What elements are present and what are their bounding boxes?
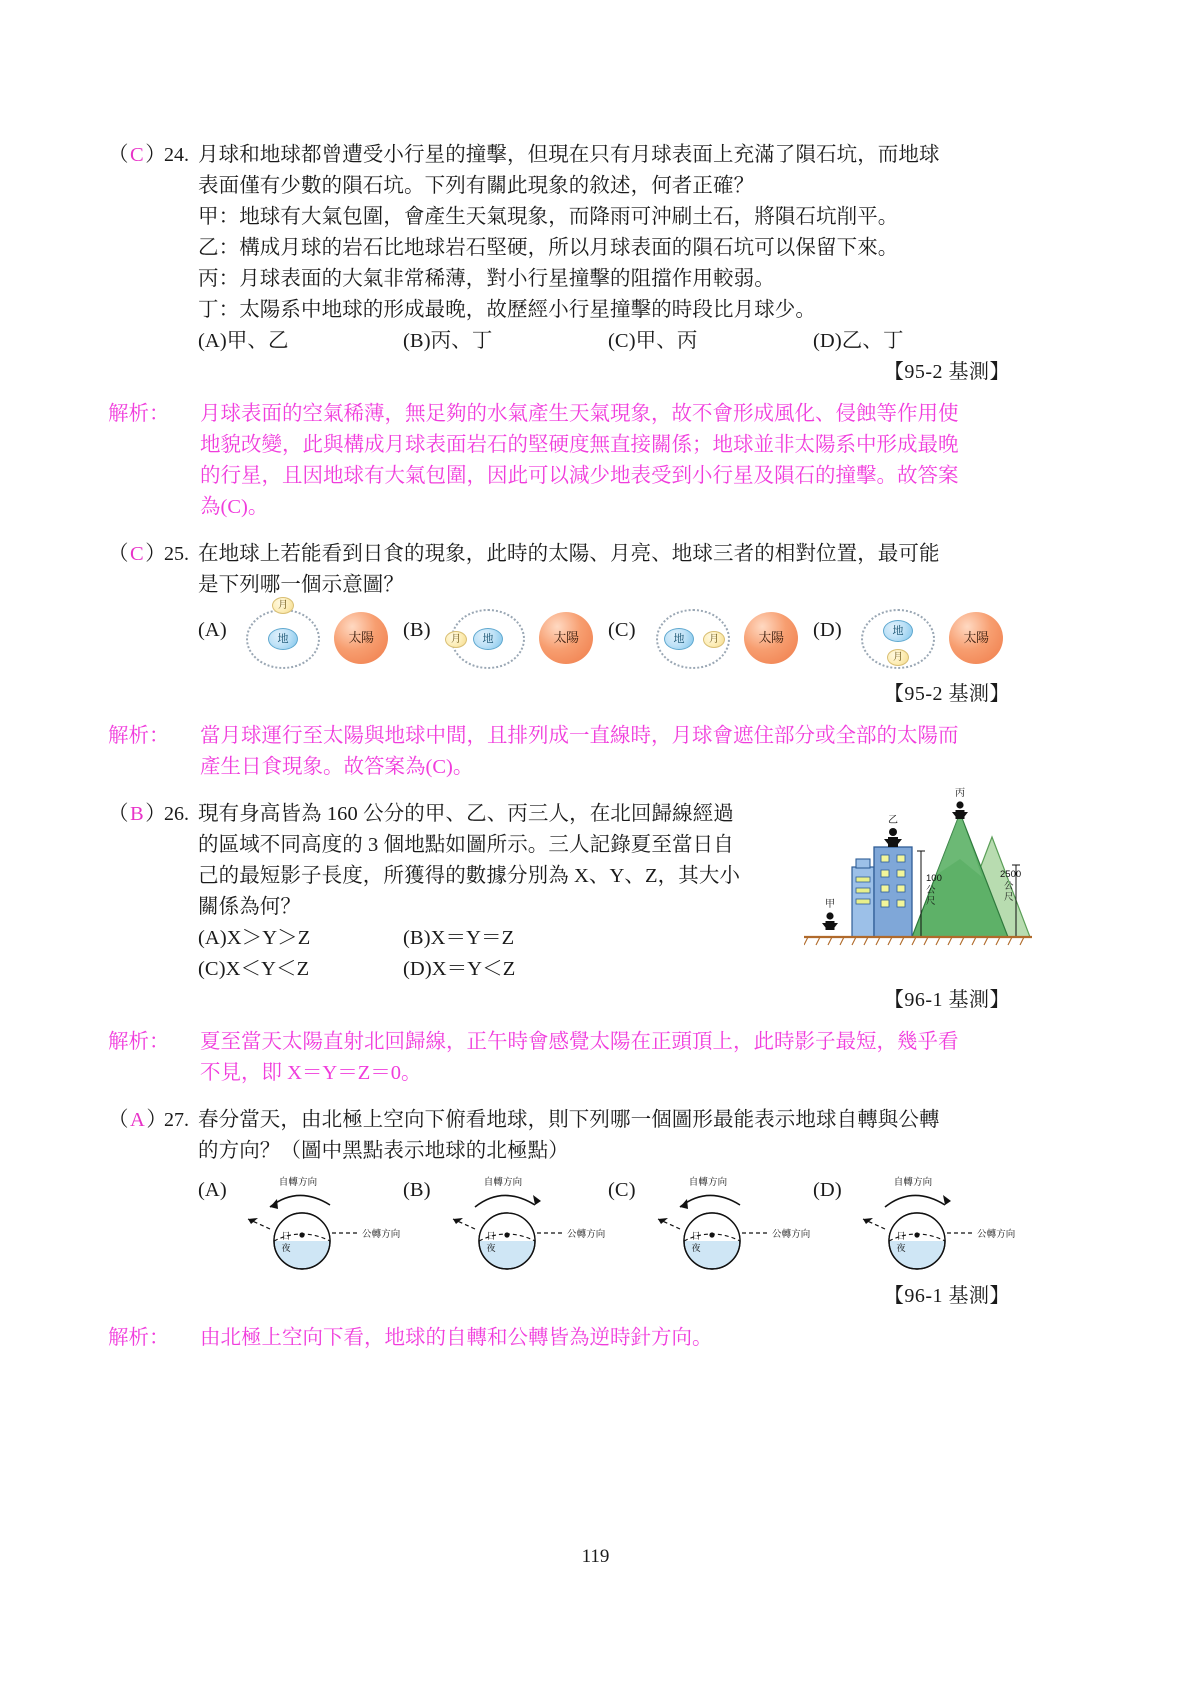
explanation-line: 月球表面的空氣稀薄，無足夠的水氣產生天氣現象，故不會形成風化、侵蝕等作用使 — [200, 403, 959, 425]
figure-building-height-unit-2: 尺 — [926, 896, 936, 907]
day-label: 日 — [486, 1231, 496, 1241]
day-label: 日 — [896, 1231, 906, 1241]
explanation-line: 的行星，且因地球有大氣包圍，因此可以減少地表受到小行星及隕石的撞擊。故答案 — [200, 465, 959, 487]
sun-body: 太陽 — [949, 612, 1003, 664]
option-a[interactable]: (A)甲、乙 — [198, 330, 289, 352]
figure-building-height-value: 100 — [926, 873, 942, 884]
question-26-options-row-2 — [198, 954, 1028, 985]
answer-letter: B — [130, 803, 144, 825]
question-line: 在地球上若能看到日食的現象，此時的太陽、月亮、地球三者的相對位置，最可能 — [198, 543, 940, 565]
paren-open: （ — [108, 803, 128, 825]
explanation-25 — [108, 721, 1028, 783]
earth-body: 地 — [473, 628, 503, 650]
figure-label-person: 甲 — [825, 899, 835, 910]
question-25 — [108, 539, 1028, 709]
paren-open: （ — [108, 144, 128, 166]
night-label: 夜 — [691, 1243, 701, 1253]
explanation-line: 夏至當天太陽直射北回歸線，正午時會感覺太陽在正頭頂上，此時影子最短，幾乎看 — [200, 1031, 959, 1053]
figure-label-building: 乙 — [888, 815, 898, 826]
eclipse-diagram-c[interactable] — [608, 603, 813, 679]
question-27-diagrams — [198, 1171, 1028, 1281]
explanation-26 — [108, 1027, 1028, 1089]
question-25-number: 25. — [164, 543, 189, 565]
question-line: 的區域不同高度的 3 個地點如圖所示。三人記錄夏至當日自 — [198, 834, 734, 856]
option-b[interactable]: (B)丙、丁 — [403, 330, 493, 352]
option-label-a: (A) — [198, 619, 227, 641]
rotation-direction-label: 自轉方向 — [688, 1177, 728, 1188]
question-line: 現有身高皆為 160 公分的甲、乙、丙三人，在北回歸線經過 — [198, 803, 734, 825]
explanation-label: 解析： — [108, 1031, 170, 1053]
earth-diagram-b[interactable] — [403, 1171, 608, 1281]
figure-label-mountain: 丙 — [955, 788, 965, 799]
question-line: 乙：構成月球的岩石比地球岩石堅硬，所以月球表面的隕石坑可以保留下來。 — [198, 237, 899, 259]
explanation-line: 為(C)。 — [200, 496, 269, 518]
question-26 — [108, 788, 1028, 1015]
answer-letter: C — [130, 543, 144, 565]
question-24-head — [108, 140, 1028, 357]
option-c[interactable]: (C)甲、丙 — [608, 330, 698, 352]
question-line: 春分當天，由北極上空向下俯看地球，則下列哪一個圖形最能表示地球自轉與公轉 — [198, 1109, 940, 1131]
explanation-body — [200, 1027, 1028, 1089]
figure-mountain-height-unit-1: 公 — [1004, 881, 1014, 892]
earth-body: 地 — [883, 620, 913, 642]
question-line: 月球和地球都曾遭受小行星的撞擊，但現在只有月球表面上充滿了隕石坑，而地球 — [198, 144, 940, 166]
page-number: 119 — [581, 1546, 610, 1567]
question-line: 己的最短影子長度，所獲得的數據分別為 X、Y、Z，其大小 — [198, 865, 741, 887]
option-label-d: (D) — [813, 619, 842, 641]
question-27-body — [198, 1105, 1028, 1281]
option-label-a: (A) — [198, 1179, 227, 1201]
explanation-body — [200, 399, 1028, 523]
option-b[interactable]: (B)X＝Y＝Z — [403, 927, 515, 949]
question-26-source: 【96-1 基測】 — [883, 989, 1010, 1011]
revolution-direction-label: 公轉方向 — [567, 1229, 605, 1240]
question-27-source: 【96-1 基測】 — [883, 1285, 1010, 1307]
explanation-24 — [108, 399, 1028, 523]
question-26-figure — [804, 785, 1032, 955]
question-25-diagrams — [198, 600, 1028, 679]
question-line: 甲：地球有大氣包圍，會產生天氣現象，而降雨可沖刷土石，將隕石坑削平。 — [198, 206, 899, 228]
night-label: 夜 — [896, 1243, 906, 1253]
eclipse-diagram-b[interactable] — [403, 603, 608, 679]
option-label-b: (B) — [403, 619, 431, 641]
explanation-27 — [108, 1323, 1028, 1354]
question-26-answer-mark — [108, 799, 164, 830]
paren-open: （ — [108, 1109, 128, 1131]
question-line: 關係為何？ — [198, 896, 301, 918]
answer-letter: C — [130, 144, 144, 166]
question-25-head — [108, 539, 1028, 679]
question-line: 是下列哪一個示意圖？ — [198, 574, 404, 596]
explanation-line: 產生日食現象。故答案為(C)。 — [200, 756, 474, 778]
option-d[interactable]: (D)X＝Y＜Z — [403, 958, 516, 980]
explanation-body — [200, 1323, 1028, 1354]
figure-mountain-height-unit-2: 尺 — [1004, 892, 1014, 903]
question-27 — [108, 1105, 1028, 1311]
sun-body: 太陽 — [334, 612, 388, 664]
earth-diagram-c[interactable] — [608, 1171, 813, 1281]
moon-body: 月 — [445, 631, 467, 648]
sun-body: 太陽 — [539, 612, 593, 664]
explanation-line: 地貌改變，此與構成月球表面岩石的堅硬度無直接關係；地球並非太陽系中形成最晚 — [200, 434, 959, 456]
page-content — [108, 140, 1028, 1370]
question-27-number: 27. — [164, 1109, 189, 1131]
explanation-label: 解析： — [108, 1327, 170, 1349]
paren-close: ） — [145, 803, 166, 825]
option-label-c: (C) — [608, 619, 636, 641]
day-label: 日 — [691, 1231, 701, 1241]
question-24-body — [198, 140, 1028, 357]
explanation-label: 解析： — [108, 725, 170, 747]
question-line: 丙：月球表面的大氣非常稀薄，對小行星撞擊的阻擋作用較弱。 — [198, 268, 775, 290]
earth-diagram-d[interactable] — [813, 1171, 1018, 1281]
question-25-body — [198, 539, 1028, 679]
option-a[interactable]: (A)X＞Y＞Z — [198, 927, 311, 949]
option-label-b: (B) — [403, 1179, 431, 1201]
rotation-direction-label: 自轉方向 — [483, 1177, 523, 1188]
earth-body: 地 — [268, 628, 298, 650]
sun-body: 太陽 — [744, 612, 798, 664]
paren-close: ） — [146, 1109, 167, 1131]
rotation-direction-label: 自轉方向 — [893, 1177, 933, 1188]
revolution-direction-label: 公轉方向 — [362, 1229, 400, 1240]
figure-building-height-unit-1: 公 — [926, 885, 936, 896]
revolution-direction-label: 公轉方向 — [772, 1229, 810, 1240]
moon-body: 月 — [887, 649, 909, 666]
explanation-label: 解析： — [108, 403, 170, 425]
night-label: 夜 — [486, 1243, 496, 1253]
explanation-line: 由北極上空向下看，地球的自轉和公轉皆為逆時針方向。 — [200, 1327, 713, 1349]
answer-letter: A — [130, 1109, 145, 1131]
question-line: 的方向？（圖中黑點表示地球的北極點） — [198, 1140, 569, 1162]
explanation-line: 當月球運行至太陽與地球中間，且排列成一直線時，月球會遮住部分或全部的太陽而 — [200, 725, 959, 747]
explanation-body — [200, 721, 1028, 783]
option-label-d: (D) — [813, 1179, 842, 1201]
moon-body: 月 — [703, 631, 725, 648]
earth-diagram-a[interactable] — [198, 1171, 403, 1281]
question-24 — [108, 140, 1028, 387]
question-24-options — [198, 326, 1028, 357]
figure-mountain-height-value: 2500 — [1000, 869, 1022, 880]
question-24-source: 【95-2 基測】 — [883, 361, 1010, 383]
eclipse-diagram-d[interactable] — [813, 603, 1018, 679]
eclipse-diagram-a[interactable] — [198, 600, 403, 679]
paren-open: （ — [108, 543, 128, 565]
question-24-number: 24. — [164, 144, 189, 166]
question-24-answer-mark — [108, 140, 164, 171]
explanation-line: 不見，即 X＝Y＝Z＝0。 — [200, 1062, 422, 1084]
night-label: 夜 — [281, 1243, 291, 1253]
day-label: 日 — [281, 1231, 291, 1241]
question-26-number: 26. — [164, 803, 189, 825]
question-25-source: 【95-2 基測】 — [883, 683, 1010, 705]
option-label-c: (C) — [608, 1179, 636, 1201]
rotation-direction-label: 自轉方向 — [278, 1177, 318, 1188]
option-c[interactable]: (C)X＜Y＜Z — [198, 958, 310, 980]
question-line: 表面僅有少數的隕石坑。下列有關此現象的敘述，何者正確？ — [198, 175, 755, 197]
question-line: 丁：太陽系中地球的形成最晚，故歷經小行星撞擊的時段比月球少。 — [198, 299, 816, 321]
question-27-head — [108, 1105, 1028, 1281]
paren-close: ） — [145, 543, 166, 565]
earth-body: 地 — [664, 628, 694, 650]
option-d[interactable]: (D)乙、丁 — [813, 330, 904, 352]
paren-close: ） — [145, 144, 166, 166]
question-27-answer-mark — [108, 1105, 167, 1136]
question-25-answer-mark — [108, 539, 164, 570]
moon-body: 月 — [272, 597, 294, 614]
revolution-direction-label: 公轉方向 — [977, 1229, 1015, 1240]
